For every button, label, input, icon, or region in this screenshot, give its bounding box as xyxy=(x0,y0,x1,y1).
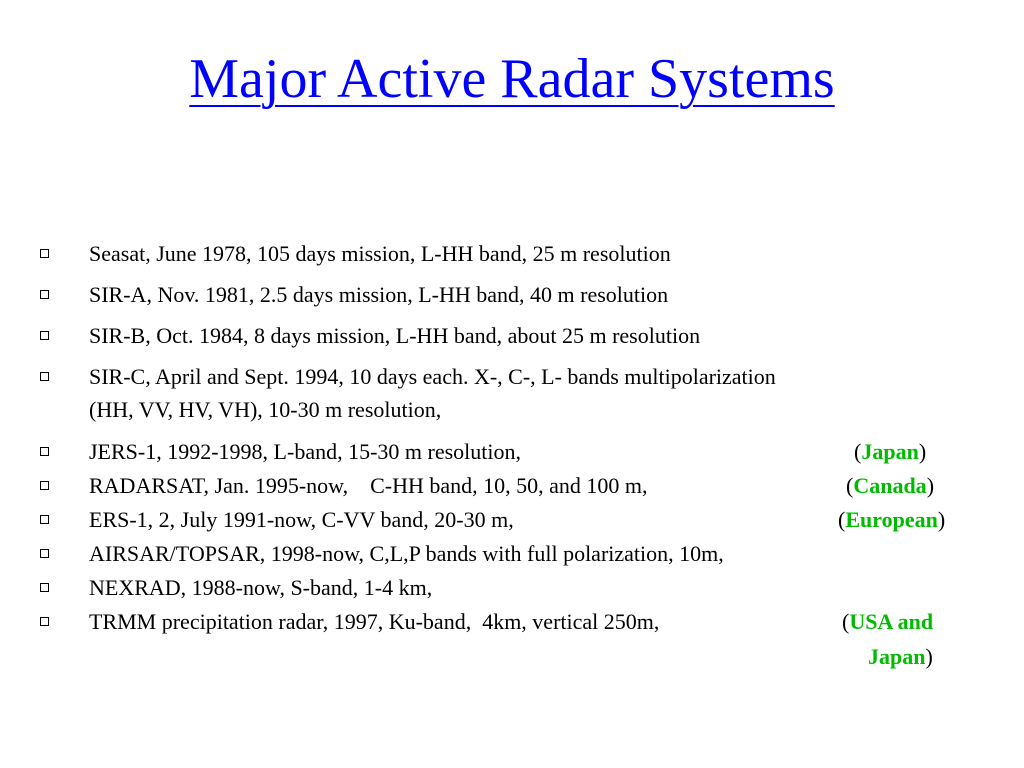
item-text: SIR-B, Oct. 1984, 8 days mission, L-HH band, about 25 m resolution xyxy=(89,323,701,348)
origin-country: Japan xyxy=(861,439,919,464)
origin-country-continued: Japan xyxy=(868,644,926,669)
square-bullet-icon xyxy=(40,549,49,558)
origin-country: Canada xyxy=(853,473,927,498)
item-text: JERS-1, 1992-1998, L-band, 15-30 m resolution, xyxy=(89,439,522,464)
item-origin: (European) xyxy=(838,507,946,532)
item-origin: (Japan) xyxy=(854,439,927,464)
square-bullet-icon xyxy=(40,583,49,592)
slide-title: Major Active Radar Systems xyxy=(189,48,835,110)
square-bullet-icon xyxy=(40,290,49,299)
item-text-continued: (HH, VV, HV, VH), 10-30 m resolution, xyxy=(89,397,442,422)
item-origin: (USA and xyxy=(842,609,934,634)
square-bullet-icon xyxy=(40,249,49,258)
square-bullet-icon xyxy=(40,481,49,490)
item-text: SIR-A, Nov. 1981, 2.5 days mission, L-HH band, 40 m resolution xyxy=(89,282,669,307)
item-text: TRMM precipitation radar, 1997, Ku-band, 4km, vertical 250m, xyxy=(89,609,660,634)
item-origin-continued: Japan) xyxy=(868,644,933,669)
item-origin: (Canada) xyxy=(846,473,935,498)
item-text: RADARSAT, Jan. 1995-now, C-HH band, 10, 50, and 100 m, xyxy=(89,473,648,498)
origin-country: European xyxy=(845,507,938,532)
square-bullet-icon xyxy=(40,617,49,626)
square-bullet-icon xyxy=(40,515,49,524)
origin-country: USA and xyxy=(849,609,934,634)
item-text: AIRSAR/TOPSAR, 1998-now, C,L,P bands with full polarization, 10m, xyxy=(89,541,724,566)
square-bullet-icon xyxy=(40,331,49,340)
square-bullet-icon xyxy=(40,447,49,456)
item-text: Seasat, June 1978, 105 days mission, L-HH band, 25 m resolution xyxy=(89,241,671,266)
item-text: SIR-C, April and Sept. 1994, 10 days each. X-, C-, L- bands multipolarization xyxy=(89,364,776,389)
item-text: ERS-1, 2, July 1991-now, C-VV band, 20-30 m, xyxy=(89,507,514,532)
item-text: NEXRAD, 1988-now, S-band, 1-4 km, xyxy=(89,575,433,600)
square-bullet-icon xyxy=(40,372,49,381)
